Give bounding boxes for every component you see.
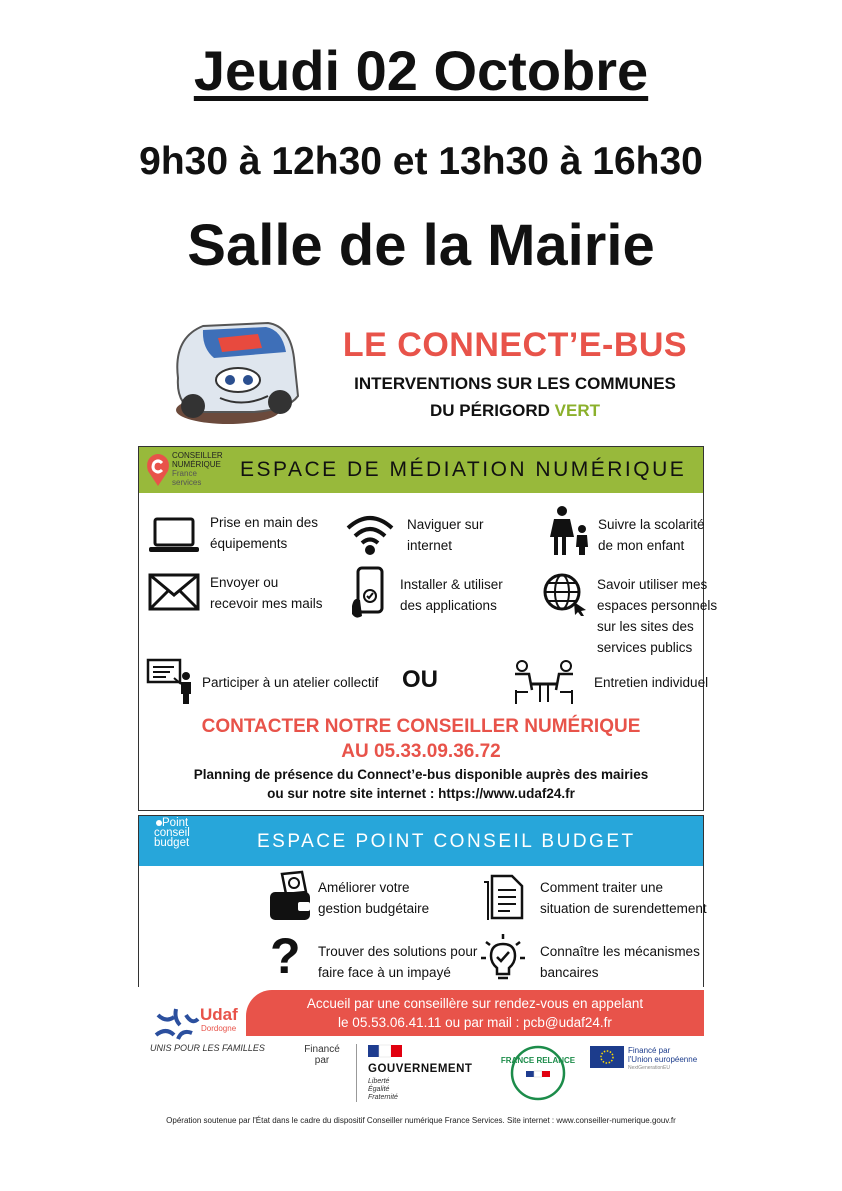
item-scolarite-line2: de mon enfant [598,538,685,553]
event-date: Jeudi 02 Octobre [193,39,649,102]
cn-logo-line3: France [172,469,197,478]
parent-child-icon [548,505,592,555]
item-applications-line1: Installer & utiliser [400,577,503,592]
pcb-logo-line2: conseil [154,827,190,839]
footnote: Opération soutenue par l'État dans le cadre du dispositif Conseiller numérique France Services. Site internet : www.conseiller-numerique.gouv.fr [166,1116,676,1125]
gov-name: GOUVERNEMENT [368,1063,473,1075]
bus-illustration-icon [158,318,308,430]
item-espaces-line1: Savoir utiliser mes [597,577,708,592]
bus-subtitle-line2 [330,401,700,421]
question-icon: ? [270,928,301,984]
item-internet-line1: Naviguer sur [407,517,484,532]
smartphone-icon [352,566,388,622]
budget-title: ESPACE POINT CONSEIL BUDGET [257,831,636,852]
eu-text-line2: l'Union européenne [628,1055,698,1064]
cn-logo-line2: NUMÉRIQUE [172,460,221,469]
gov-motto-fraternite: Fraternité [368,1094,398,1101]
item-espaces-line3: sur les sites des [597,619,694,634]
udaf-slogan: UNIS POUR LES FAMILLES [150,1043,265,1053]
item-espaces-line2: espaces personnels [597,598,718,613]
cn-logo-line4: services [172,478,202,487]
workshop-label: Participer à un atelier collectif [202,675,379,690]
contact-title: CONTACTER NOTRE CONSEILLER NUMÉRIQUE [201,716,641,737]
udaf-name: Udaf [200,1005,238,1024]
budget-banner-line1: Accueil par une conseillère sur rendez-vous en appelant [306,996,644,1011]
connect-bus-title: LE CONNECT’E-BUS [342,326,688,364]
france-relance-logo-icon [500,1045,576,1101]
item-mails-line1: Envoyer ou [210,575,279,590]
planning-line2: ou sur notre site internet : https://www.udaf24.fr [267,786,575,801]
document-icon [482,874,526,920]
item-surendettement-line2: situation de surendettement [540,901,707,916]
pcb-logo-dot-icon [156,820,162,826]
item-mecanismes-line1: Connaître les mécanismes [540,944,700,959]
item-gestion-line1: Améliorer votre [318,880,410,895]
contact-phone: AU 05.33.09.36.72 [341,741,501,762]
gov-motto-egalite: Égalité [368,1086,390,1093]
item-espaces-line4: services publics [597,640,693,655]
marianne-flag-icon [368,1045,402,1057]
eu-flag-icon [590,1046,624,1068]
cn-logo-line1: CONSEILLER [172,451,223,460]
individual-label: Entretien individuel [594,675,709,690]
bus-subtitle-highlight: VERT [554,401,601,420]
budget-banner-line2: le 05.53.06.41.11 ou par mail : pcb@udaf24.fr [338,1015,612,1030]
bus-subtitle-line1: INTERVENTIONS SUR LES COMMUNES [354,374,676,393]
item-gestion-line2: gestion budgétaire [318,901,430,916]
item-equipements-line1: Prise en main des [210,515,319,530]
item-equipements-line2: équipements [210,536,288,551]
eu-text-line1: Financé par [628,1046,671,1055]
relance-text: FRANCE RELANCE [500,1056,576,1065]
pcb-logo-line1: Point [162,817,189,829]
item-applications-line2: des applications [400,598,497,613]
eu-text [628,1046,697,1064]
finance-label: Financé par [304,1044,340,1066]
event-hours: 9h30 à 12h30 et 13h30 à 16h30 [139,140,703,183]
item-impaye-line1: Trouver des solutions pour [318,944,478,959]
event-place: Salle de la Mairie [187,213,655,278]
gov-motto [368,1078,398,1102]
item-scolarite-line1: Suivre la scolarité [598,517,705,532]
lightbulb-icon [480,932,526,982]
planning-line1: Planning de présence du Connect’e-bus disponible auprès des mairies [193,767,649,782]
eu-nextgen: NextGenerationEU [628,1065,670,1071]
udaf-dept: Dordogne [201,1024,237,1033]
gov-motto-liberte: Liberté [368,1078,390,1085]
mediation-title: ESPACE DE MÉDIATION NUMÉRIQUE [240,458,687,481]
workshop-board-icon [146,658,196,704]
item-mecanismes-line2: bancaires [540,965,599,980]
wifi-icon [344,512,396,556]
pcb-logo-line3: budget [154,837,190,849]
globe-icon [542,572,588,616]
wallet-icon [268,870,312,922]
item-internet-line2: internet [407,538,453,553]
gov-divider [356,1044,357,1102]
item-surendettement-line1: Comment traiter une [540,880,664,895]
laptop-icon [148,516,200,554]
envelope-icon [148,573,200,611]
conseiller-numerique-logo-icon [146,453,170,487]
or-label: OU [402,666,438,693]
udaf-logo-icon [152,1005,202,1043]
item-mails-line2: recevoir mes mails [210,596,323,611]
item-impaye-line2: faire face à un impayé [318,965,451,980]
meeting-icon [510,658,578,704]
bus-subtitle-prefix: DU PÉRIGORD [429,401,555,420]
